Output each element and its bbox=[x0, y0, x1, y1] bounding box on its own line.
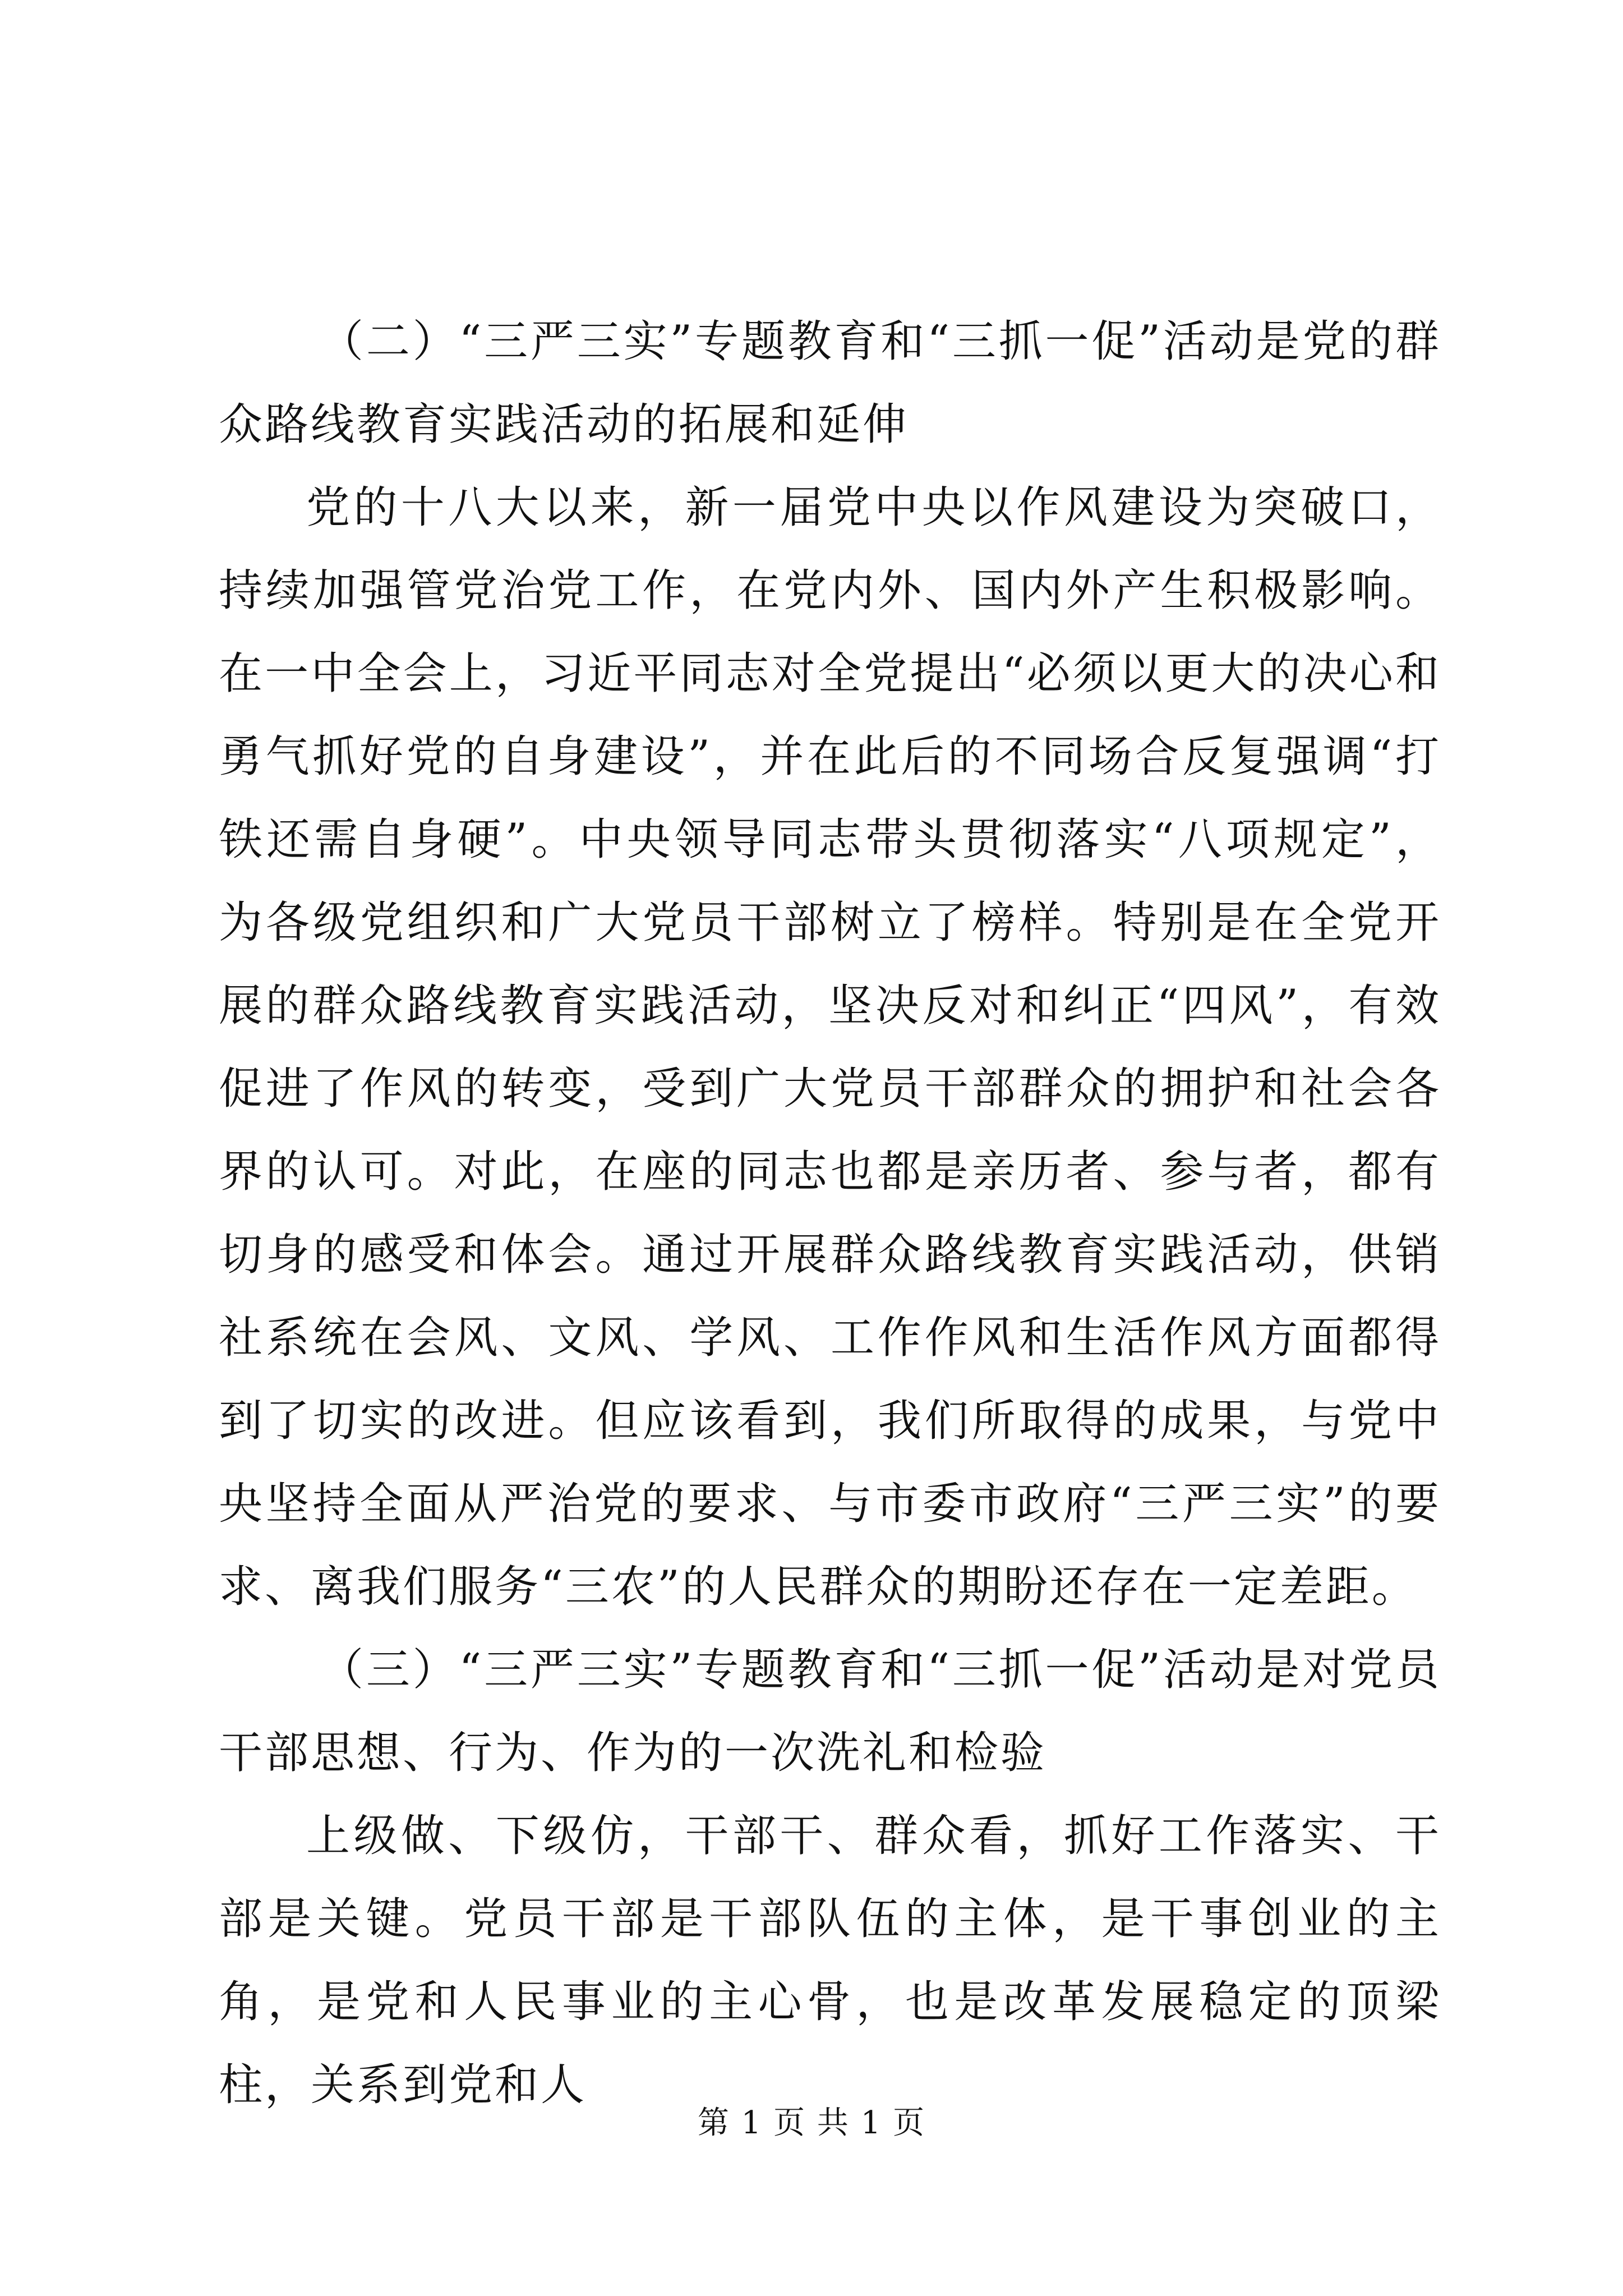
body-paragraph-1: 党的十八大以来，新一届党中央以作风建设为突破口，持续加强管党治党工作，在党内外、国内外产生积极影响。在一中全会上，习近平同志对全党提出“必须以更大的决心和勇气抓好党的自身建设”，并在此后的不同场合反复强调“打铁还需自身硬”。中央领导同志带头贯彻落实“八项规定”，为各级党组织和广大党员干部树立了榜样。特别是在全党开展的群众路线教育实践活动，坚决反对和纠正“四风”，有效促进了作风的转变，受到广大党员干部群众的拥护和社会各界的认可。对此，在座的同志也都是亲历者、参与者，都有切身的感受和体会。通过开展群众路线教育实践活动，供销社系统在会风、文风、学风、工作作风和生活作风方面都得到了切实的改进。但应该看到，我们所取得的成果，与党中央坚持全面从严治党的要求、与市委市政府“三严三实”的要求、离我们服务“三农”的人民群众的期盼还存在一定差距。 bbox=[219, 482, 1441, 1612]
section-heading-2: （二）“三严三实”专题教育和“三抓一促”活动是党的群众路线教育实践活动的拓展和延伸 bbox=[219, 316, 1441, 450]
document-body bbox=[219, 300, 1441, 2127]
section-heading-3: （三）“三严三实”专题教育和“三抓一促”活动是对党员干部思想、行为、作为的一次洗礼和检验 bbox=[219, 1645, 1441, 1778]
page-footer: 第 1 页 共 1 页 bbox=[697, 2105, 926, 2141]
body-paragraph-2: 上级做、下级仿，干部干、群众看，抓好工作落实、干部是关键。党员干部是干部队伍的主体，是干事创业的主角，是党和人民事业的主心骨，也是改革发展稳定的顶梁柱，关系到党和人 bbox=[219, 1811, 1441, 2110]
